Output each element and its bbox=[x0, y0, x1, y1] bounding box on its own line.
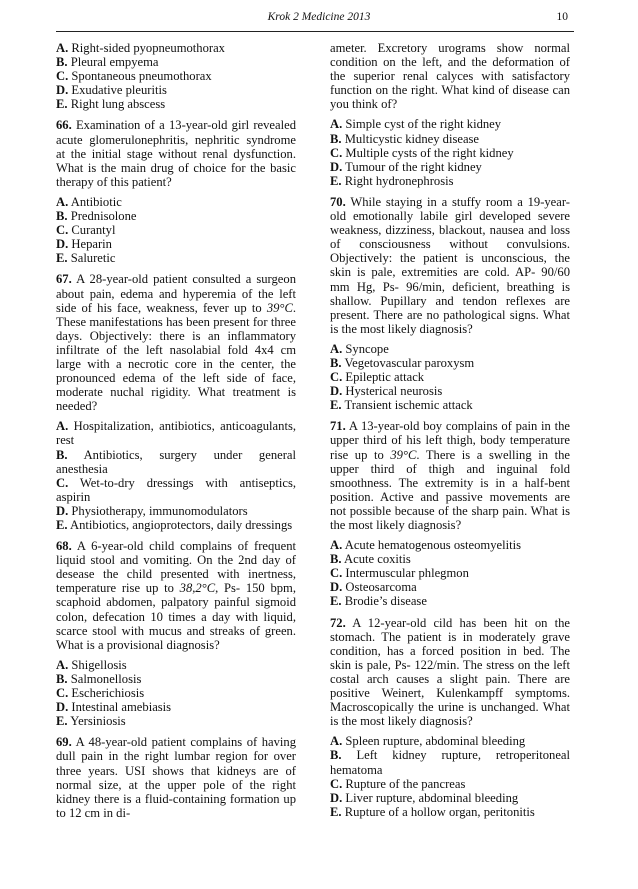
question-67-options bbox=[56, 419, 296, 532]
answer-option-letter: D. bbox=[330, 790, 343, 805]
header-rule bbox=[56, 31, 574, 32]
answer-option bbox=[56, 419, 296, 447]
answer-option bbox=[56, 476, 296, 504]
left-column bbox=[56, 41, 296, 820]
answer-option-text: Simple cyst of the right kidney bbox=[345, 117, 502, 132]
question-72 bbox=[330, 616, 570, 819]
answer-option-text: Rupture of the pancreas bbox=[345, 776, 466, 791]
answer-option-text: Shigellosis bbox=[71, 657, 127, 672]
answer-option bbox=[56, 97, 296, 111]
answer-option bbox=[330, 734, 570, 748]
answer-option bbox=[330, 174, 570, 188]
answer-option bbox=[56, 237, 296, 251]
question-70-options bbox=[330, 342, 570, 412]
answer-option bbox=[56, 69, 296, 83]
answer-option bbox=[330, 538, 570, 552]
answer-option-text: Prednisolone bbox=[70, 209, 137, 224]
answer-option-letter: A. bbox=[330, 734, 343, 749]
answer-option-text: Multicystic kidney disease bbox=[344, 131, 480, 146]
answer-option-letter: D. bbox=[56, 700, 69, 715]
answer-option-text: Epileptic attack bbox=[345, 370, 425, 385]
answer-option-letter: C. bbox=[56, 69, 69, 84]
question-70-text: 70. While staying in a stuffy room a 19-year-old emotionally labile girl developed severe weakness, dizziness, blackout, nausea and loss of consciousness without convulsions. Objectively: the patient is unconscious, the skin is pale, extremities are cold. AP- 90/60 mm Hg, Ps- 96/min, deficient, breathing is shallow. Pupillary and tendon reflexes are present. There are no pathological signs. What is the most likely diagnosis? bbox=[330, 194, 571, 336]
answer-option-letter: D. bbox=[330, 580, 343, 595]
question-66-number: 66. bbox=[56, 118, 72, 133]
question-66-text: 66. Examination of a 13-year-old girl revealed acute glomerulonephritis, nephritic syndrome at the initial stage without renal dysfunction. What is the main drug of choice for the basic therapy of this patient? bbox=[56, 118, 296, 189]
answer-option-text: Rupture of a hollow organ, peritonitis bbox=[344, 804, 535, 819]
answer-option-letter: D. bbox=[56, 83, 69, 98]
answer-option-text: Salmonellosis bbox=[70, 671, 142, 686]
answer-option-text: Escherichiosis bbox=[71, 686, 145, 701]
answer-option-letter: A. bbox=[56, 41, 69, 55]
question-69-text: 69. A 48-year-old patient complains of having dull pain in the right lumbar region for over three years. USI shows that kidneys are of normal size, at the upper pole of the right kidney there is a fluid-containing formation up to 12 cm in di- bbox=[56, 735, 296, 820]
answer-option-text: Yersiniosis bbox=[70, 714, 126, 729]
answer-option-text: Wet-to-dry dressings with antiseptics, aspirin bbox=[56, 475, 296, 504]
question-72-text: 72. A 12-year-old cild has been hit on the stomach. The patient is in moderately grave condition, has a forced position in bed. The skin is pale, Ps- 122/min. The stress on the left costal arch causes a slight pain. There are positive Weinert, Kulenkampff symptoms. Macroscopically the urine is unchanged. What is the most likely diagnosis? bbox=[330, 615, 570, 729]
answer-option bbox=[56, 55, 296, 69]
answer-option bbox=[56, 686, 296, 700]
answer-option bbox=[56, 195, 296, 209]
answer-option-text: Multiple cysts of the right kidney bbox=[345, 145, 514, 160]
answer-option-text: Heparin bbox=[71, 237, 112, 252]
answer-option bbox=[330, 356, 570, 370]
answer-option-text: Intestinal amebiasis bbox=[71, 700, 172, 715]
answer-option-text: Physiotherapy, immunomodulators bbox=[71, 503, 248, 518]
answer-option-letter: C. bbox=[330, 145, 343, 160]
question-67-number: 67. bbox=[56, 272, 72, 287]
answer-option bbox=[56, 518, 296, 532]
temperature-value: 39°C bbox=[390, 447, 417, 462]
answer-option-text: Hysterical neurosis bbox=[345, 384, 443, 399]
answer-option-letter: A. bbox=[330, 538, 343, 553]
answer-option-text: Right lung abscess bbox=[70, 97, 166, 112]
answer-option-letter: C. bbox=[330, 566, 343, 581]
answer-option-letter: A. bbox=[56, 657, 69, 672]
answer-option-letter: B. bbox=[330, 748, 342, 763]
answer-option-text: Exudative pleuritis bbox=[71, 83, 167, 98]
question-69-number: 69. bbox=[56, 735, 72, 750]
answer-option-letter: D. bbox=[56, 237, 69, 252]
question-67-text: 67. A 28-year-old patient consulted a surgeon about pain, edema and hyperemia of the left side of his face, weakness, fever up to 39°C. These manifestations has been present for three days. Objectively: there is an inflammatory infiltrate of the left nasolabial fold 4x4 cm large with a necrotic core in the center, the pronounced edema of the left side of face, moderate nuchal rigidity. What treatment is needed? bbox=[56, 272, 296, 414]
answer-option-text: Hospitalization, antibiotics, anticoagulants, rest bbox=[56, 419, 296, 448]
question-70 bbox=[330, 195, 570, 412]
answer-option-letter: D. bbox=[330, 159, 343, 174]
header-title: Krok 2 Medicine 2013 bbox=[267, 11, 371, 23]
answer-option-text: Right hydronephrosis bbox=[344, 173, 454, 188]
question-68-options bbox=[56, 658, 296, 728]
answer-option-letter: A. bbox=[56, 419, 69, 434]
answer-option-letter: E. bbox=[56, 97, 68, 112]
page-number: 10 bbox=[556, 11, 568, 23]
answer-option-text: Brodie’s disease bbox=[344, 594, 427, 609]
answer-option-text: Transient ischemic attack bbox=[344, 398, 473, 413]
answer-option-text: Osteosarcoma bbox=[345, 580, 417, 595]
answer-option-text: Antibiotic bbox=[70, 194, 122, 209]
answer-option-text: Spontaneous pneumothorax bbox=[71, 69, 212, 84]
answer-option bbox=[56, 658, 296, 672]
question-66-options bbox=[56, 195, 296, 265]
answer-option bbox=[56, 448, 296, 476]
answer-option-letter: B. bbox=[56, 447, 68, 462]
question-69 bbox=[56, 735, 296, 820]
question-70-number: 70. bbox=[330, 194, 346, 209]
answer-option-text: Syncope bbox=[345, 341, 389, 356]
answer-option bbox=[56, 714, 296, 728]
answer-option-letter: C. bbox=[56, 223, 69, 238]
answer-option-letter: C. bbox=[330, 370, 343, 385]
answer-option bbox=[330, 132, 570, 146]
answer-option bbox=[330, 748, 570, 776]
answer-option-letter: B. bbox=[56, 55, 68, 70]
answer-option-letter: C. bbox=[56, 686, 69, 701]
answer-option-text: Left kidney rupture, retroperitoneal hematoma bbox=[330, 748, 570, 777]
answer-option bbox=[56, 223, 296, 237]
page-header bbox=[0, 11, 638, 27]
answer-option-text: Antibiotics, angioprotectors, daily dressings bbox=[70, 518, 293, 532]
question-67 bbox=[56, 272, 296, 532]
answer-option bbox=[56, 41, 296, 55]
answer-option bbox=[56, 672, 296, 686]
answer-option-text: Tumour of the right kidney bbox=[345, 159, 482, 174]
answer-option-text: Right-sided pyopneumothorax bbox=[71, 41, 225, 55]
temperature-value: 38,2°C bbox=[179, 581, 216, 596]
question-68-number: 68. bbox=[56, 539, 72, 554]
question-66 bbox=[56, 118, 296, 265]
right-column bbox=[330, 41, 570, 819]
answer-option-letter: E. bbox=[56, 714, 68, 729]
temperature-value: 39°C bbox=[266, 300, 293, 315]
question-71-options bbox=[330, 538, 570, 608]
answer-option-letter: A. bbox=[330, 341, 343, 356]
answer-option-letter: B. bbox=[330, 552, 342, 567]
answer-option-text: Saluretic bbox=[70, 251, 116, 266]
answer-option bbox=[330, 384, 570, 398]
answer-option bbox=[330, 370, 570, 384]
answer-option bbox=[330, 580, 570, 594]
answer-option-letter: B. bbox=[56, 671, 68, 686]
answer-option-text: Liver rupture, abdominal bleeding bbox=[345, 790, 519, 805]
question-68-text: 68. A 6-year-old child complains of frequent liquid stool and vomiting. On the 2nd day of desease the child presented with inertness, temperature rise up to 38,2°C, Ps- 150 bpm, scaphoid abdomen, palpatory painful sigmoid colon, defecation 10 times a day with liquid, scarce stool with mucus and streaks of green. What is a provisional diagnosis? bbox=[56, 539, 296, 652]
question-71-number: 71. bbox=[330, 419, 346, 434]
answer-option bbox=[330, 594, 570, 608]
answer-option bbox=[56, 700, 296, 714]
answer-option-text: Pleural empyema bbox=[70, 55, 159, 70]
answer-option bbox=[330, 117, 570, 131]
question-71-text: 71. A 13-year-old boy complains of pain in the upper third of his left thigh, body temperature rise up to 39°C. There is a swelling in the upper third of thigh and inguinal fold smoothness. The extremity is in a half-bent position. Active and passive movements are not possible because of the sharp pain. What is the most likely diagnosis? bbox=[330, 419, 570, 532]
answer-option bbox=[330, 566, 570, 580]
answer-option-letter: D. bbox=[56, 503, 69, 518]
answer-option bbox=[330, 777, 570, 791]
answer-option bbox=[330, 791, 570, 805]
question-71 bbox=[330, 419, 570, 608]
question-69-options bbox=[330, 117, 570, 187]
answer-option-letter: B. bbox=[330, 131, 342, 146]
answer-option-letter: C. bbox=[330, 776, 343, 791]
question-69-continued: ameter. Excretory urograms show normal condition on the left, and the deformation of the superior renal calyces with satisfactory function on the right. What kind of disease can you think of? bbox=[330, 41, 570, 112]
answer-option-letter: E. bbox=[330, 594, 342, 609]
answer-option bbox=[56, 504, 296, 518]
answer-option-text: Acute coxitis bbox=[344, 552, 411, 567]
answer-option-letter: B. bbox=[330, 355, 342, 370]
answer-option-letter: E. bbox=[56, 251, 68, 266]
answer-option-text: Antibiotics, surgery under general anesthesia bbox=[56, 447, 296, 476]
answer-option bbox=[330, 805, 570, 819]
answer-option-letter: E. bbox=[330, 173, 342, 188]
prev-question-options bbox=[56, 41, 296, 111]
answer-option-text: Vegetovascular paroxysm bbox=[344, 355, 475, 370]
answer-option-letter: E. bbox=[330, 804, 342, 819]
answer-option-letter: A. bbox=[56, 194, 69, 209]
answer-option-letter: E. bbox=[330, 398, 342, 413]
answer-option-text: Curantyl bbox=[71, 223, 116, 238]
answer-option-text: Acute hematogenous osteomyelitis bbox=[344, 538, 521, 553]
answer-option-letter: C. bbox=[56, 475, 69, 490]
answer-option-text: Intermuscular phlegmon bbox=[345, 566, 469, 581]
answer-option bbox=[56, 83, 296, 97]
answer-option-letter: A. bbox=[330, 117, 343, 132]
answer-option bbox=[330, 160, 570, 174]
question-72-options bbox=[330, 734, 570, 819]
answer-option-text: Spleen rupture, abdominal bleeding bbox=[345, 734, 526, 749]
answer-option bbox=[330, 398, 570, 412]
answer-option bbox=[56, 251, 296, 265]
answer-option bbox=[330, 146, 570, 160]
answer-option bbox=[330, 552, 570, 566]
answer-option-letter: E. bbox=[56, 518, 68, 532]
answer-option-letter: D. bbox=[330, 384, 343, 399]
answer-option bbox=[330, 342, 570, 356]
answer-option bbox=[56, 209, 296, 223]
answer-option-letter: B. bbox=[56, 209, 68, 224]
question-72-number: 72. bbox=[330, 615, 346, 630]
question-68 bbox=[56, 539, 296, 728]
